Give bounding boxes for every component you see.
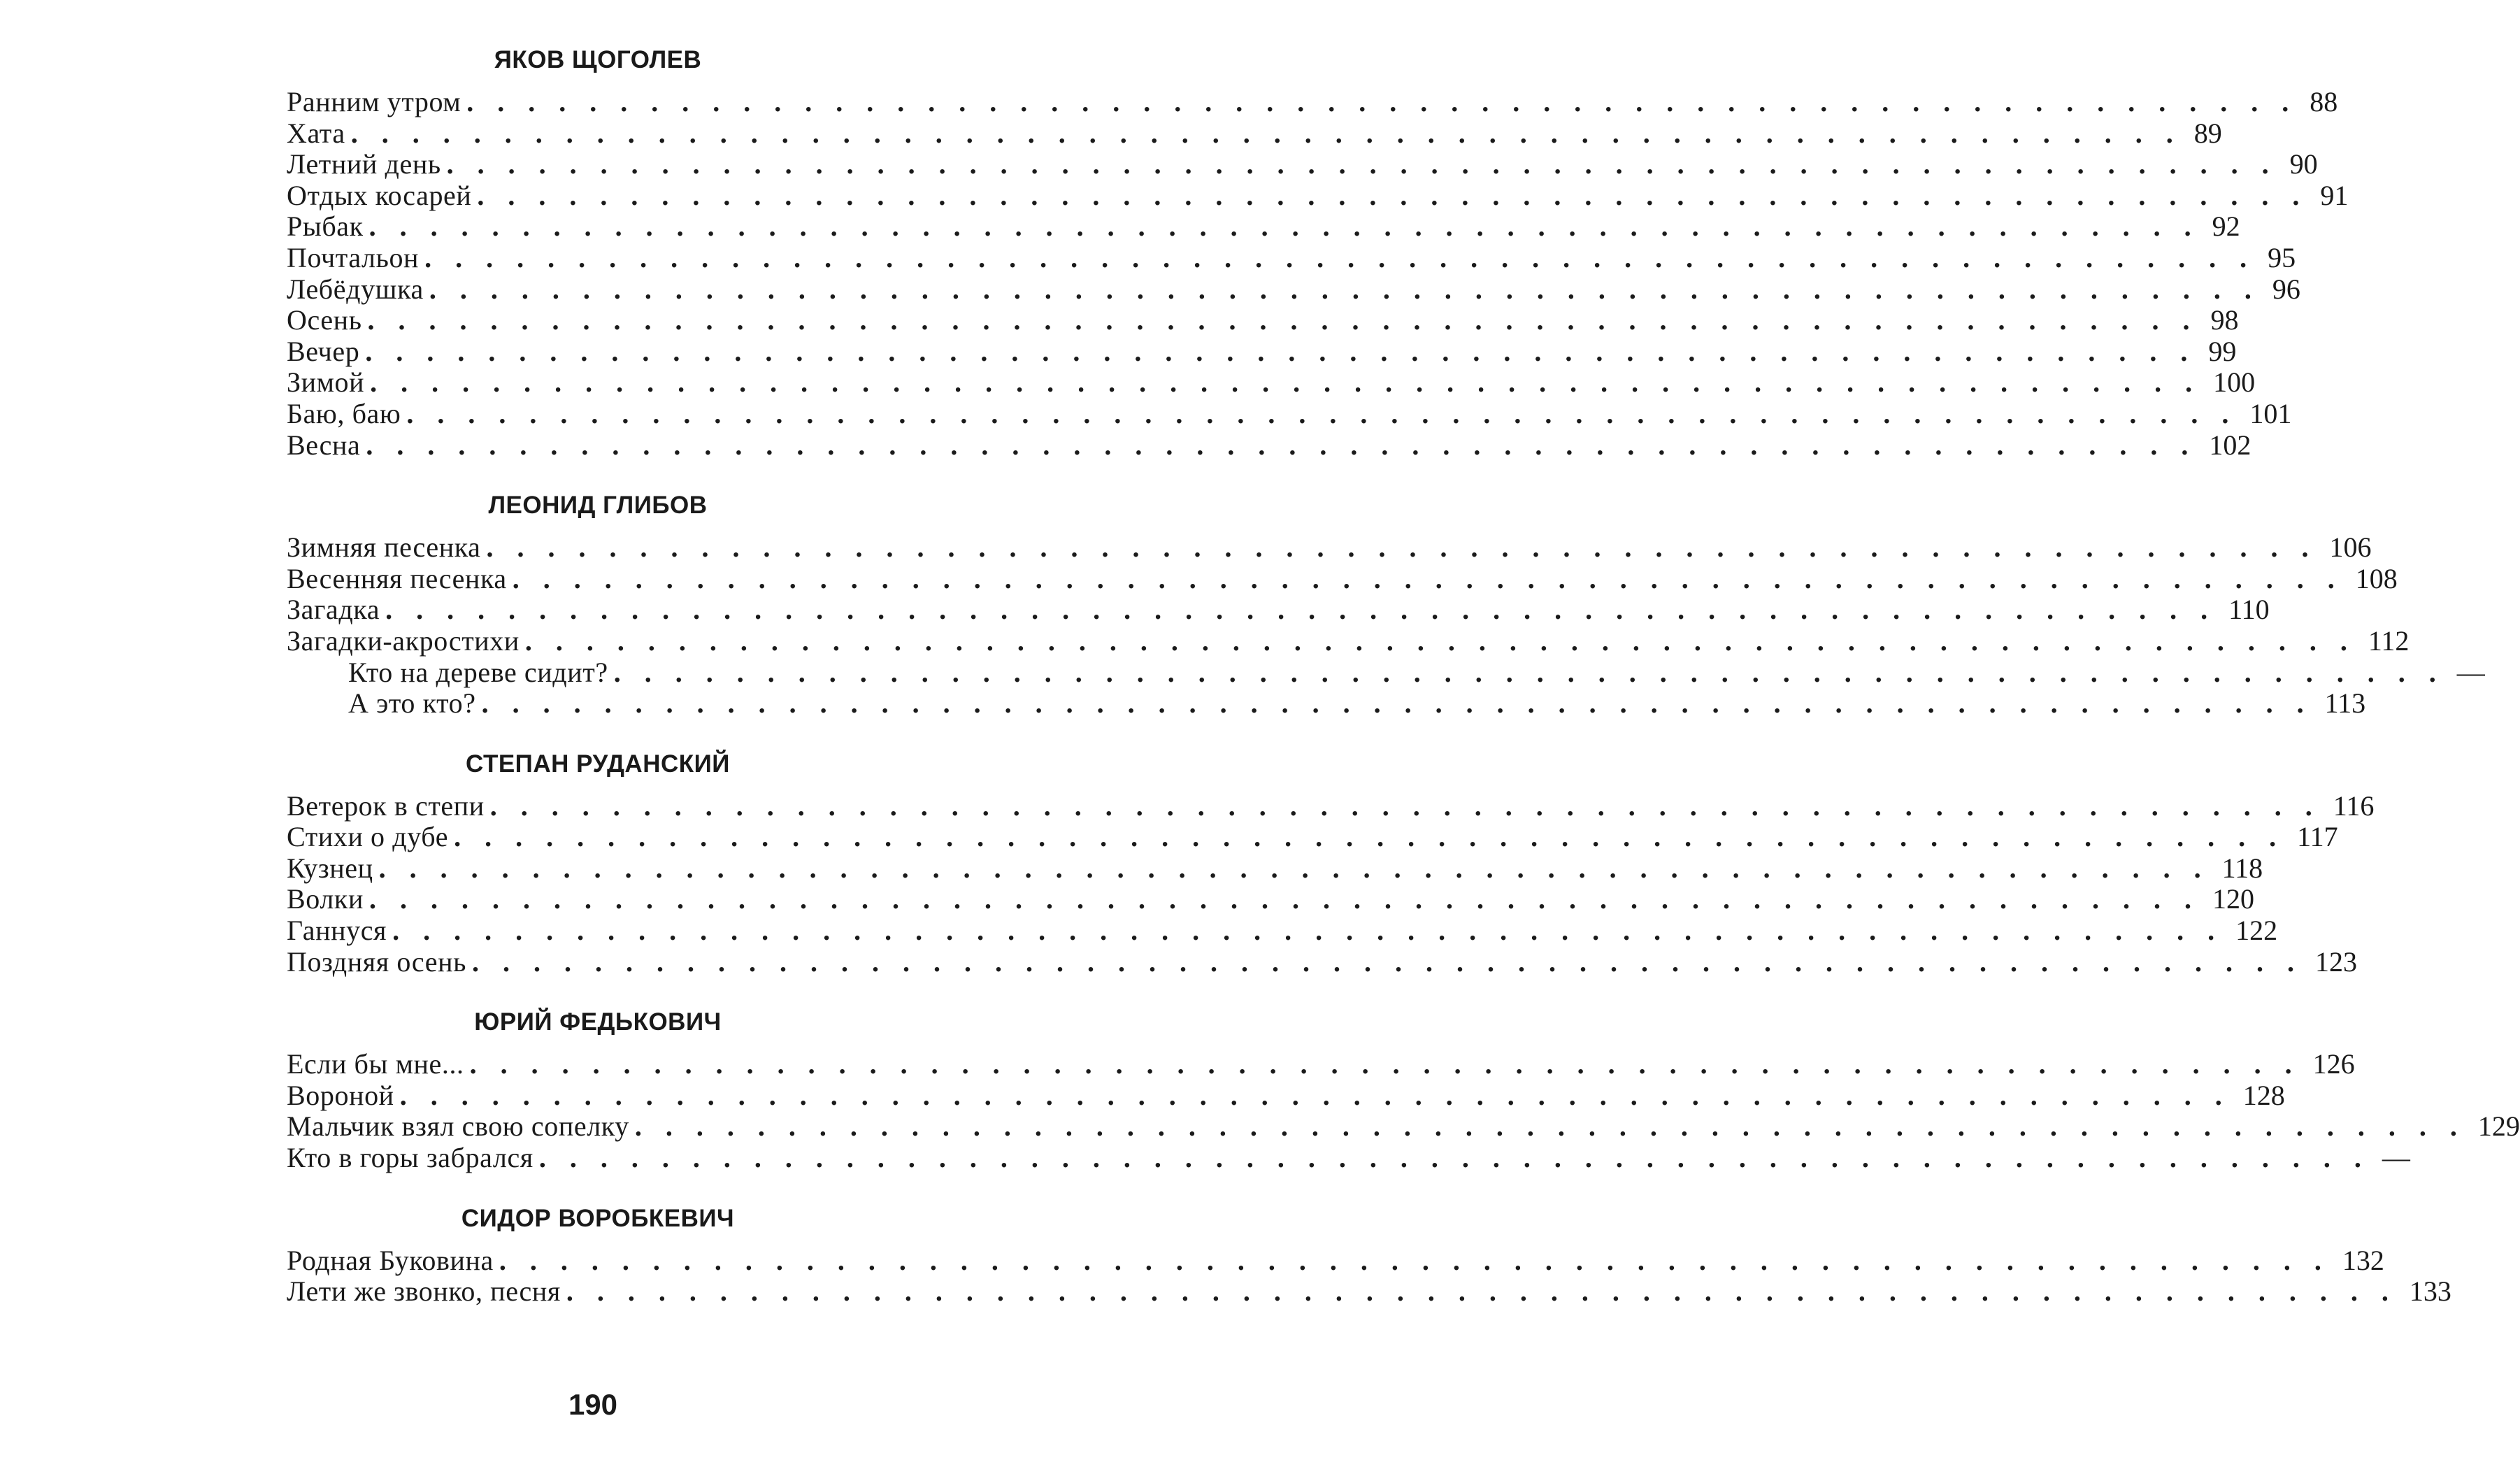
toc-entry [287, 1048, 2355, 1080]
dot-leader: . . . . . . . . . . . . . . . . . . . . . . . . . . . . . . . . . . . . . . . . . . . . . . . . . . . . . . . . . . . . [365, 335, 2196, 367]
entry-title: Отдых косарей [287, 179, 472, 211]
dot-leader: . . . . . . . . . . . . . . . . . . . . . . . . . . . . . . . . . . . . . . . . . . . . . . . . . . . . . . . . . . . . [368, 210, 2200, 243]
entry-page-number: 95 [2268, 241, 2296, 273]
entry-title: Стихи о дубе [287, 821, 449, 853]
entry-title: Весенняя песенка [287, 562, 507, 594]
entry-page-number: 100 [2213, 366, 2256, 399]
toc-section [287, 1004, 2520, 1174]
entry-title: Загадки-акростихи [287, 624, 520, 657]
entry-page-number: 89 [2193, 117, 2222, 149]
entry-page-number: 106 [2329, 531, 2372, 564]
entry-page-number: 133 [2409, 1275, 2451, 1308]
toc-section [287, 1201, 2451, 1308]
toc-subentry [287, 656, 2485, 689]
dot-leader: . . . . . . . . . . . . . . . . . . . . . . . . . . . . . . . . . . . . . . . . . . . . . . . . . . . . . . . . . . . . [512, 562, 2343, 594]
dot-leader: . . . . . . . . . . . . . . . . . . . . . . . . . . . . . . . . . . . . . . . . . . . . . . . . . . . . . . . . . . . . [366, 429, 2197, 461]
entry-list [287, 531, 2485, 720]
entry-title: Волки [287, 883, 364, 915]
dot-leader: . . . . . . . . . . . . . . . . . . . . . . . . . . . . . . . . . . . . . . . . . . . . . . . . . . . . . . . . . . . . [350, 117, 2182, 149]
toc-entry [287, 148, 2318, 180]
entry-title: Родная Буковина [287, 1244, 494, 1276]
entry-page-number: 117 [2297, 821, 2338, 853]
entry-title: Ранним утром [287, 86, 461, 117]
entry-page-number: 128 [2242, 1079, 2285, 1111]
entry-title: Лебёдушка [287, 273, 424, 305]
toc-entry [287, 1275, 2451, 1308]
dot-leader: . . . . . . . . . . . . . . . . . . . . . . . . . . . . . . . . . . . . . . . . . . . . . . . . . . . . . . . . . . . . [469, 1048, 2300, 1080]
toc-entry [287, 86, 2338, 118]
dot-leader: . . . . . . . . . . . . . . . . . . . . . . . . . . . . . . . . . . . . . . . . . . . . . . . . . . . . . . . . . . . . [378, 852, 2210, 884]
entry-page-number: 123 [2314, 945, 2357, 978]
toc-entry [287, 366, 2256, 399]
dot-leader: . . . . . . . . . . . . . . . . . . . . . . . . . . . . . . . . . . . . . . . . . . . . . . . . . . . . . . . . . . . . [370, 366, 2201, 399]
toc-entry [287, 1079, 2285, 1112]
entry-title: А это кто? [348, 687, 476, 720]
toc-section [287, 746, 2375, 978]
dot-leader: . . . . . . . . . . . . . . . . . . . . . . . . . . . . . . . . . . . . . . . . . . . . . . . . . . . . . . . . . . . . [477, 179, 2308, 211]
dot-leader: . . . . . . . . . . . . . . . . . . . . . . . . . . . . . . . . . . . . . . . . . . . . . . . . . . . . . . . . . . . . [367, 304, 2198, 336]
toc-entry [287, 304, 2239, 336]
entry-title: Вечер [287, 335, 360, 367]
entry-title: Кто в горы забрался [287, 1142, 534, 1174]
dot-leader: . . . . . . . . . . . . . . . . . . . . . . . . . . . . . . . . . . . . . . . . . . . . . . . . . . . . . . . . . . . . [454, 821, 2285, 853]
entry-page-number: 102 [2209, 429, 2251, 461]
toc-entry [287, 429, 2251, 462]
entry-page-number: 96 [2272, 273, 2300, 305]
entry-page-number: 118 [2221, 852, 2263, 884]
toc-entry [287, 883, 2254, 915]
entry-title: Лети же звонко, песня [287, 1275, 561, 1308]
toc-entry [287, 210, 2240, 243]
table-of-contents [287, 42, 2520, 1308]
entry-page-number: 98 [2210, 304, 2239, 336]
toc-entry [287, 852, 2263, 885]
toc-entry [287, 241, 2296, 274]
entry-title: Осень [287, 304, 362, 336]
entry-page-number: 112 [2368, 624, 2410, 657]
entry-page-number: 99 [2208, 335, 2237, 367]
dot-leader: . . . . . . . . . . . . . . . . . . . . . . . . . . . . . . . . . . . . . . . . . . . . . . . . . . . . . . . . . . . . [499, 1244, 2330, 1276]
dot-leader: . . . . . . . . . . . . . . . . . . . . . . . . . . . . . . . . . . . . . . . . . . . . . . . . . . . . . . . . . . . . [385, 594, 2217, 626]
dot-leader: . . . . . . . . . . . . . . . . . . . . . . . . . . . . . . . . . . . . . . . . . . . . . . . . . . . . . . . . . . . . [429, 273, 2260, 305]
dot-leader: . . . . . . . . . . . . . . . . . . . . . . . . . . . . . . . . . . . . . . . . . . . . . . . . . . . . . . . . . . . . [471, 945, 2303, 978]
entry-title: Если бы мне... [287, 1048, 464, 1080]
entry-page-number: 90 [2289, 148, 2318, 180]
entry-list [287, 789, 2375, 978]
toc-entry [287, 562, 2398, 595]
toc-entry [287, 117, 2222, 150]
entry-page-number: 122 [2235, 915, 2278, 947]
entry-title: Зимой [287, 366, 365, 399]
entry-page-number: — [2382, 1142, 2410, 1174]
dot-leader: . . . . . . . . . . . . . . . . . . . . . . . . . . . . . . . . . . . . . . . . . . . . . . . . . . . . . . . . . . . . [392, 915, 2224, 947]
entry-title: Баю, баю [287, 397, 401, 429]
toc-entry [287, 1244, 2384, 1277]
entry-title: Весна [287, 429, 361, 461]
dot-leader: . . . . . . . . . . . . . . . . . . . . . . . . . . . . . . . . . . . . . . . . . . . . . . . . . . . . . . . . . . . . [538, 1142, 2370, 1174]
entry-page-number: 108 [2355, 562, 2398, 594]
page-number: 190 [568, 1388, 618, 1421]
toc-entry [287, 624, 2410, 657]
entry-page-number: 113 [2324, 687, 2366, 720]
dot-leader: . . . . . . . . . . . . . . . . . . . . . . . . . . . . . . . . . . . . . . . . . . . . . . . . . . . . . . . . . . . . [613, 656, 2444, 688]
entry-page-number: 92 [2212, 210, 2240, 243]
toc-entry [287, 397, 2292, 430]
toc-entry [287, 273, 2300, 306]
toc-entry [287, 915, 2278, 947]
dot-leader: . . . . . . . . . . . . . . . . . . . . . . . . . . . . . . . . . . . . . . . . . . . . . . . . . . . . . . . . . . . . [481, 687, 2312, 720]
entry-list [287, 1048, 2520, 1174]
author-heading: СТЕПАН РУДАНСКИЙ [466, 750, 730, 778]
toc-entry [287, 335, 2237, 368]
entry-title: Рыбак [287, 210, 364, 243]
dot-leader: . . . . . . . . . . . . . . . . . . . . . . . . . . . . . . . . . . . . . . . . . . . . . . . . . . . . . . . . . . . . [368, 883, 2200, 915]
entry-title: Вороной [287, 1079, 394, 1111]
entry-page-number: 110 [2228, 594, 2270, 626]
dot-leader: . . . . . . . . . . . . . . . . . . . . . . . . . . . . . . . . . . . . . . . . . . . . . . . . . . . . . . . . . . . . [466, 86, 2298, 117]
toc-entry [287, 789, 2375, 822]
entry-title: Зимняя песенка [287, 531, 481, 564]
entry-title: Кто на дереве сидит? [348, 656, 608, 688]
entry-title: Поздняя осень [287, 945, 466, 978]
entry-title: Загадка [287, 594, 380, 626]
author-heading: ЯКОВ ЩОГОЛЕВ [494, 46, 702, 73]
toc-entry [287, 531, 2372, 564]
dot-leader: . . . . . . . . . . . . . . . . . . . . . . . . . . . . . . . . . . . . . . . . . . . . . . . . . . . . . . . . . . . . [524, 624, 2356, 657]
entry-list [287, 86, 2349, 461]
toc-section [287, 42, 2349, 461]
toc-entry [287, 594, 2270, 626]
toc-entry [287, 1110, 2520, 1143]
entry-page-number: 88 [2310, 86, 2338, 117]
entry-page-number: 126 [2312, 1048, 2355, 1080]
entry-page-number: 132 [2342, 1244, 2384, 1276]
entry-title: Почтальон [287, 241, 420, 273]
entry-page-number: 91 [2320, 179, 2349, 211]
dot-leader: . . . . . . . . . . . . . . . . . . . . . . . . . . . . . . . . . . . . . . . . . . . . . . . . . . . . . . . . . . . . [634, 1110, 2465, 1143]
toc-subentry [287, 687, 2366, 720]
toc-entry [287, 179, 2349, 212]
entry-page-number: — [2456, 656, 2485, 688]
dot-leader: . . . . . . . . . . . . . . . . . . . . . . . . . . . . . . . . . . . . . . . . . . . . . . . . . . . . . . . . . . . . [399, 1079, 2231, 1111]
entry-page-number: 116 [2333, 789, 2375, 822]
entry-page-number: 101 [2249, 397, 2292, 429]
entry-page-number: 129 [2477, 1110, 2520, 1143]
entry-list [287, 1244, 2451, 1308]
toc-section [287, 487, 2485, 720]
toc-entry [287, 1142, 2410, 1174]
dot-leader: . . . . . . . . . . . . . . . . . . . . . . . . . . . . . . . . . . . . . . . . . . . . . . . . . . . . . . . . . . . . [486, 531, 2317, 564]
entry-title: Хата [287, 117, 345, 149]
entry-title: Ветерок в степи [287, 789, 485, 822]
entry-title: Мальчик взял свою сопелку [287, 1110, 629, 1143]
entry-title: Кузнец [287, 852, 373, 884]
author-heading: ЛЕОНИД ГЛИБОВ [488, 492, 708, 520]
author-heading: СИДОР ВОРОБКЕВИЧ [461, 1204, 735, 1232]
dot-leader: . . . . . . . . . . . . . . . . . . . . . . . . . . . . . . . . . . . . . . . . . . . . . . . . . . . . . . . . . . . . [446, 148, 2277, 180]
dot-leader: . . . . . . . . . . . . . . . . . . . . . . . . . . . . . . . . . . . . . . . . . . . . . . . . . . . . . . . . . . . . [566, 1275, 2397, 1308]
author-heading: ЮРИЙ ФЕДЬКОВИЧ [474, 1008, 722, 1036]
toc-entry [287, 821, 2338, 853]
dot-leader: . . . . . . . . . . . . . . . . . . . . . . . . . . . . . . . . . . . . . . . . . . . . . . . . . . . . . . . . . . . . [406, 397, 2238, 429]
entry-title: Ганнуся [287, 915, 387, 947]
dot-leader: . . . . . . . . . . . . . . . . . . . . . . . . . . . . . . . . . . . . . . . . . . . . . . . . . . . . . . . . . . . . [424, 241, 2256, 273]
entry-page-number: 120 [2212, 883, 2254, 915]
toc-entry [287, 945, 2357, 978]
dot-leader: . . . . . . . . . . . . . . . . . . . . . . . . . . . . . . . . . . . . . . . . . . . . . . . . . . . . . . . . . . . . [489, 789, 2321, 822]
entry-title: Летний день [287, 148, 441, 180]
